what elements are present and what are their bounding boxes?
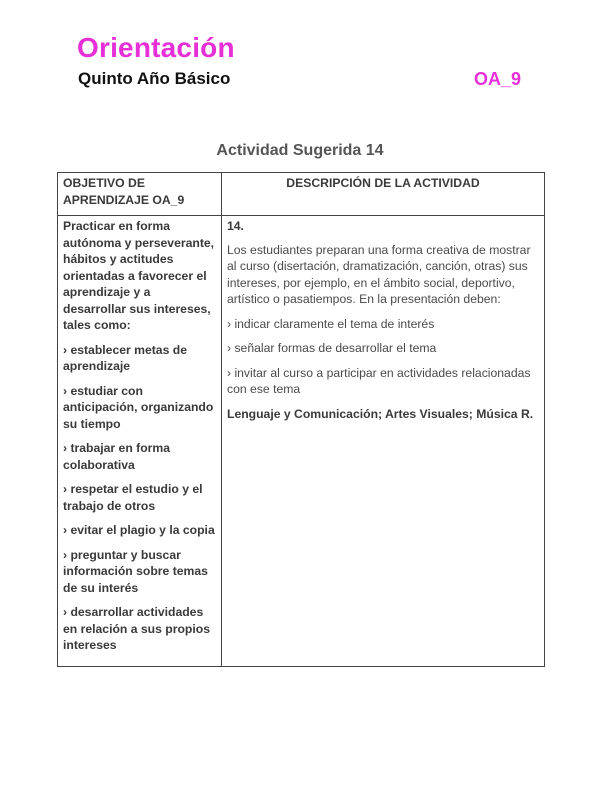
subject-title: Orientación	[77, 32, 235, 63]
objective-item: › evitar el plagio y la copia	[63, 523, 215, 537]
table-header-row	[58, 173, 545, 216]
description-item: › indicar claramente el tema de interés	[227, 316, 435, 331]
objective-item: › establecer metas de aprendizaje	[63, 342, 187, 373]
objective-item: › trabajar en forma colaborativa	[63, 441, 171, 472]
activity-title: Actividad Sugerida 14	[216, 142, 384, 159]
objective-item: › preguntar y buscar información sobre temas de su interés	[63, 547, 208, 595]
description-item: › invitar al curso a participar en actividades relacionadas con ese tema	[227, 365, 531, 396]
description-item: › señalar formas de desarrollar el tema	[227, 341, 437, 355]
description-column-header: DESCRIPCIÓN DE LA ACTIVIDAD	[222, 173, 545, 216]
activity-number: 14.	[227, 219, 244, 233]
description-cell	[222, 216, 545, 667]
table-row	[58, 216, 545, 667]
grade-level: Quinto Año Básico	[78, 69, 231, 88]
related-subjects: Lenguaje y Comunicación; Artes Visuales; Música R.	[227, 406, 534, 421]
activity-table	[57, 172, 545, 667]
oa-code: OA_9	[474, 69, 522, 89]
objective-item: › respetar el estudio y el trabajo de otros	[63, 482, 203, 513]
objective-cell	[58, 216, 222, 667]
objective-item: › desarrollar actividades en relación a sus propios intereses	[63, 605, 210, 652]
objective-intro: Practicar en forma autónoma y perseverante, hábitos y actitudes orientadas a favorecer el aprendizaje y a desarrollar sus intereses, tales como:	[63, 219, 215, 332]
description-paragraph: Los estudiantes preparan una forma creativa de mostrar al curso (disertación, dramatización, canción, otras) sus intereses, por ejemplo, en el ámbito social, deportivo, artístico o pasatiempos. En la presentación deben:	[227, 242, 531, 306]
objective-column-header: OBJETIVO DE APRENDIZAJE OA_9	[58, 173, 222, 216]
objective-item: › estudiar con anticipación, organizando su tiempo	[63, 383, 214, 431]
